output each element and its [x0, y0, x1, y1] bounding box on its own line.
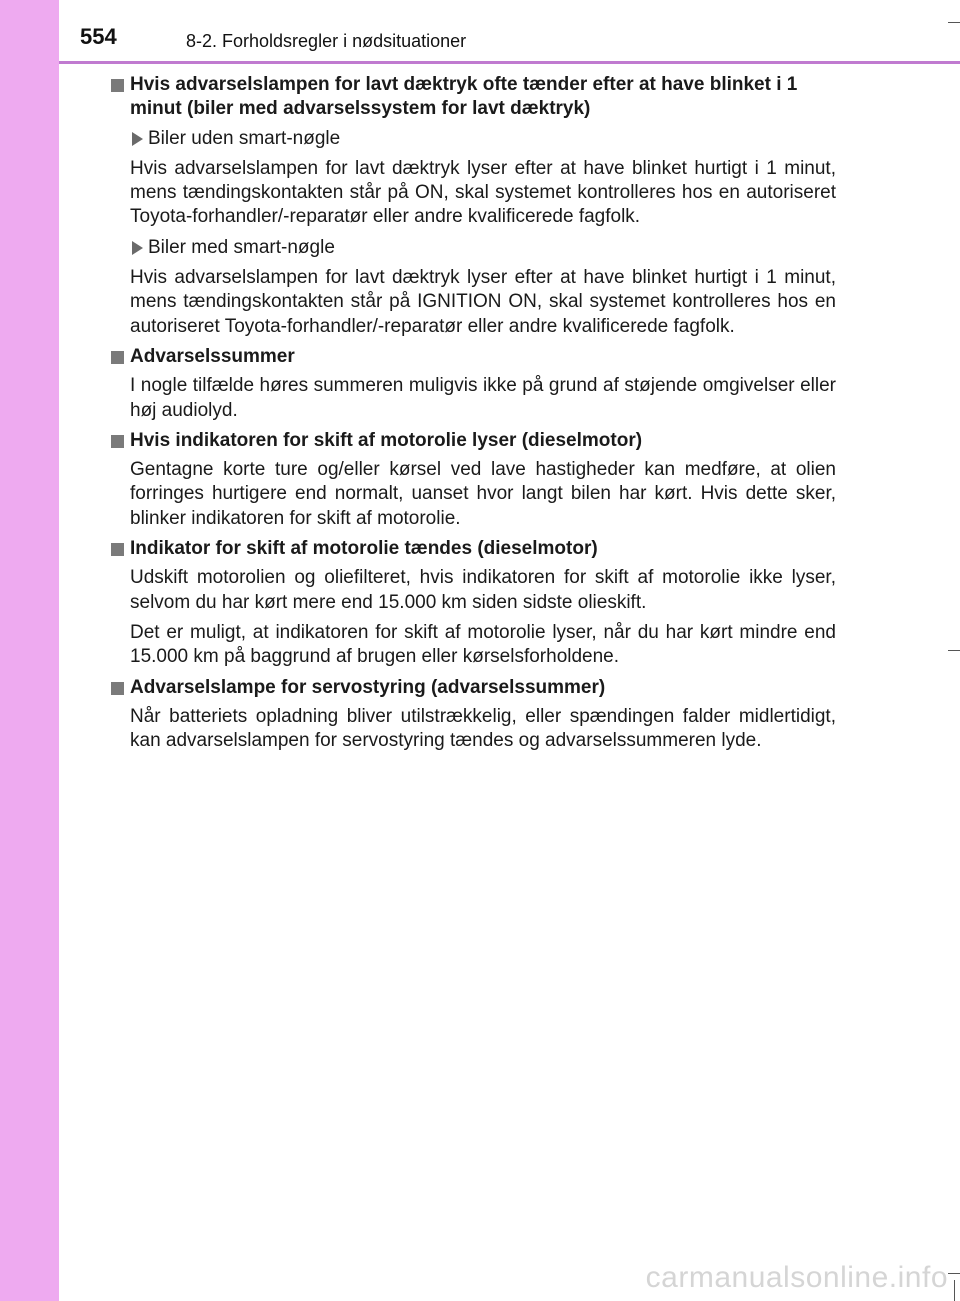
section-tire-pressure [110, 73, 836, 339]
sub-heading-text: Biler med smart-nøgle [148, 236, 335, 258]
watermark-text: carmanualsonline.info [645, 1261, 948, 1294]
square-bullet-icon [111, 351, 124, 364]
heading-text: Hvis indikatoren for skift af motorolie lyser (dieselmotor) [130, 429, 643, 451]
paragraph: Gentagne korte ture og/eller kørsel ved lave hastigheder kan medføre, at olien forringes hurtigere end normalt, uanset hvor langt bilen har kørt. Hvis dette sker, blinker indikatoren for skift af motorolie. [130, 459, 836, 529]
section-warning-buzzer [110, 345, 836, 423]
sidebar-tab [0, 0, 59, 1301]
sub-heading [110, 236, 836, 260]
crop-mark-bottom-v [954, 1280, 955, 1301]
square-bullet-icon [111, 435, 124, 448]
paragraph: I nogle tilfælde høres summeren muligvis ikke på grund af støjende omgivelser eller høj audiolyd. [130, 375, 836, 421]
header-divider [59, 61, 960, 64]
triangle-bullet-icon [132, 241, 143, 255]
section-oil-indicator-on [110, 537, 836, 669]
heading-text: Advarselssummer [130, 345, 295, 367]
section-oil-indicator-lit [110, 429, 836, 531]
sub-heading-text: Biler uden smart-nøgle [148, 127, 341, 149]
triangle-bullet-icon [132, 132, 143, 146]
page-number: 554 [80, 24, 117, 49]
square-bullet-icon [111, 543, 124, 556]
section-heading [110, 537, 836, 561]
square-bullet-icon [111, 79, 124, 92]
crop-mark-bottom-h [948, 1273, 960, 1274]
crop-mark-middle [948, 650, 960, 651]
paragraph: Hvis advarselslampen for lavt dæktryk lyser efter at have blinket hurtigt i 1 minut, mens tændingskontakten står på IGNITION ON, skal systemet kontrolleres hos en autoriseret Toyota-forhandler/-reparatør eller andre kvalificerede fagfolk. [130, 267, 836, 337]
section-power-steering [110, 676, 836, 754]
paragraph: Udskift motorolien og oliefilteret, hvis indikatoren for skift af motorolie ikke lyser, selvom du har kørt mere end 15.000 km siden sidste olieskift. [130, 567, 836, 613]
main-content [110, 73, 836, 759]
paragraph: Hvis advarselslampen for lavt dæktryk lyser efter at have blinket hurtigt i 1 minut, mens tændingskontakten står på ON, skal systemet kontrolleres hos en autoriseret Toyota-forhandler/-reparatør eller andre kvalificerede fagfolk. [130, 157, 836, 228]
section-heading [110, 345, 836, 369]
heading-text: Advarselslampe for servostyring (advarselssummer) [130, 676, 606, 698]
section-heading [110, 676, 836, 700]
heading-text: Hvis advarselslampen for lavt dæktryk ofte tænder efter at have blinket i 1 minut (biler med advarselssystem for lavt dæktryk) [130, 74, 798, 120]
heading-text: Indikator for skift af motorolie tændes (dieselmotor) [130, 538, 598, 560]
section-title: 8-2. Forholdsregler i nødsituationer [186, 31, 467, 51]
sub-heading [110, 127, 836, 151]
paragraph: Når batteriets opladning bliver utilstrækkelig, eller spændingen falder midlertidigt, kan advarselslampen for servostyring tændes og advarselssummeren lyde. [130, 705, 836, 752]
square-bullet-icon [111, 682, 124, 695]
paragraph: Det er muligt, at indikatoren for skift af motorolie lyser, når du har kørt mindre end 15.000 km på baggrund af brugen eller kørselsforholdene. [130, 621, 836, 668]
crop-mark-top [948, 22, 960, 23]
section-heading [110, 73, 836, 122]
section-heading [110, 429, 836, 453]
